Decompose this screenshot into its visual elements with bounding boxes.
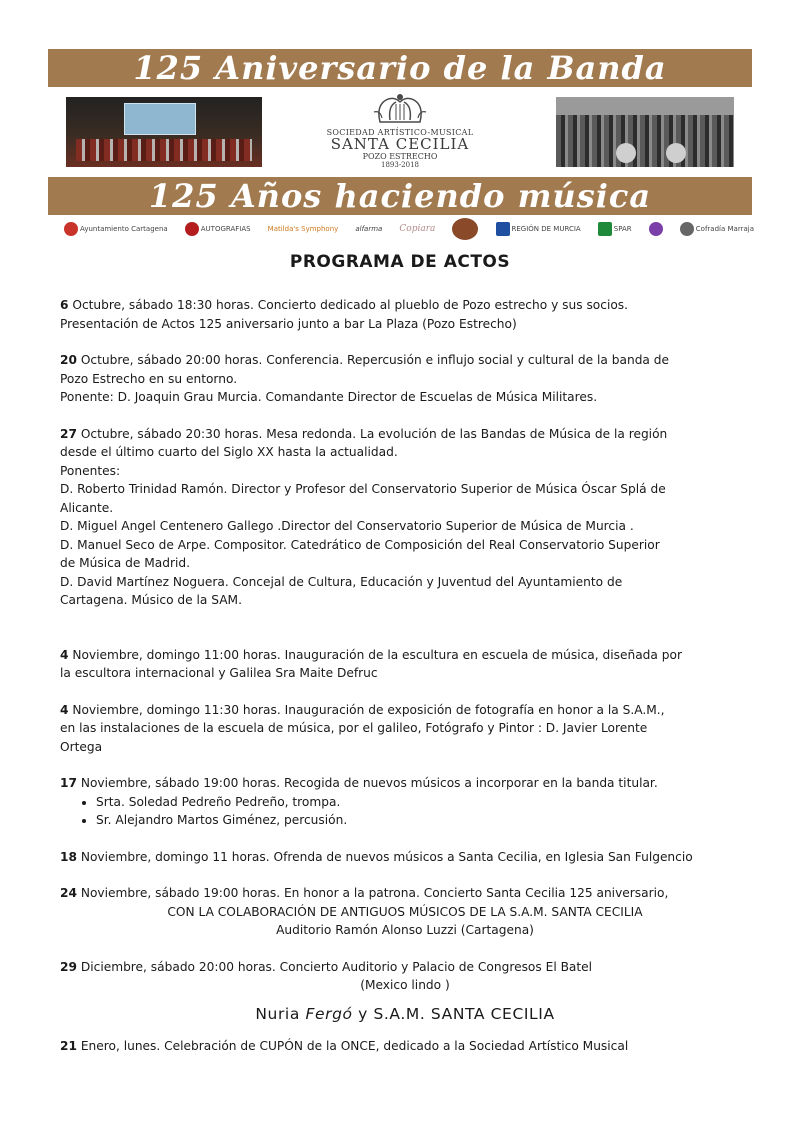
sponsor-logo: Copiara (399, 224, 436, 234)
event-6: 17 Noviembre, sábado 19:00 horas. Recogida de nuevos músicos a incorporar en la banda titular. (60, 776, 658, 790)
sponsor-logo: Ayuntamiento Cartagena (64, 222, 168, 236)
lyre-crest-icon (372, 92, 428, 128)
sponsor-logo: REGIÓN DE MURCIA (496, 222, 581, 236)
new-musicians-list (60, 793, 750, 830)
list-item: • Sr. Alejandro Martos Giménez, percusión. (96, 811, 750, 830)
sponsor-logo: SPAR (598, 222, 632, 236)
banner-anniversary: 125 Aniversario de la Banda (48, 49, 752, 87)
event-8: 24 Noviembre, sábado 19:00 horas. En honor a la patrona. Concierto Santa Cecilia 125 aniversario, (60, 886, 669, 900)
event-1: 6 Octubre, sábado 18:30 horas. Concierto dedicado al plueblo de Pozo estrecho y sus socios. (60, 298, 629, 312)
logo-line-4: 1893-2018 (381, 161, 419, 169)
logo-line-2: SANTA CECILIA (330, 135, 470, 153)
event-9: 29 Diciembre, sábado 20:00 horas. Concierto Auditorio y Palacio de Congresos El Batel (60, 959, 593, 974)
sponsor-logos (64, 216, 754, 242)
page-title: PROGRAMA DE ACTOS (289, 252, 511, 272)
society-logo (300, 92, 500, 172)
event-5: 4 Noviembre, domingo 11:30 horas. Inauguración de exposición de fotografía en honor a la S.A.M., (60, 702, 665, 717)
event-10: 21 Enero, lunes. Celebración de CUPÓN de la ONCE, dedicado a la Sociedad Artístico Musical (60, 1038, 629, 1053)
concert-photo (66, 97, 262, 167)
sponsor-logo (649, 222, 663, 236)
logo-line-1: SOCIEDAD ARTÍSTICO-MUSICAL (326, 128, 474, 137)
program-list: 6 Octubre, sábado 18:30 horas. Concierto dedicado al plueblo de Pozo estrecho y sus socios. Presentación de Actos 125 aniversario junto a bar La Plaza (Pozo Estrecho) 20 Octubre, sábado 20:00 horas. Conferencia. Repercusión e influjo social y cultural de la banda de Pozo Estrecho en su entorno. Ponente: D. Joaquin Grau Murcia. Comandante Director de Escuelas de Música Militares. 27 Octubre, sábado 20:30 horas. Mesa redonda. La evolución de las Bandas de Música de la región desde el último cuarto del Siglo XX hasta la actualidad. Ponentes: D. Roberto Trinidad Ramón. Director y Profesor del Conservatorio Superior de Música Óscar Splá de Alicante. D. Miguel Angel Centenero Gallego .Director del Conservatorio Superior de Música de Murcia . D. Manuel Seco de Arpe. Compositor. Catedrático de Composición del Real Conservatorio Superior de Música de Madrid. D. David Martínez Noguera. Concejal de Cultura, Educación y Juventud del Ayuntamiento de Cartagena. Músico de la SAM. 4 Noviembre, domingo 11:00 horas. Inauguración de la escultura en escuela de música, diseñada por la escultora internacional y Galilea Sra Maite Defruc 4 Noviembre, domingo 11:30 horas. Inauguración de exposición de fotografía en honor a la S.A.M., en las instalaciones de la escuela de música, por el galileo, Fotógrafo y Pintor : D. Javier Lorente Ortega 17 Noviembre, sábado 19:00 horas. Recogida de nuevos músicos a incorporar en la banda titular. • Srta. Soledad Pedreño Pedreño, trompa. • Sr. Alejandro Martos Giménez, percusión. 18 Noviembre, domingo 11 horas. Ofrenda de nuevos músicos a Santa Cecilia, en Iglesia San Fulgencio 24 Noviembre, sábado 19:00 horas. En honor a la patrona. Concierto Santa Cecilia 125 aniversario, CON LA COLABORACIÓN DE ANTIGUOS MÚSICOS DE LA S.A.M. SANTA CECILIA Auditorio Ramón Alonso Luzzi (Cartagena) 29 Diciembre, sábado 20:00 horas. Concierto Auditorio y Palacio de Congresos El Batel (Mexico lindo ) Nuria Fergó y S.A.M. SANTA CECILIA 21 Enero, lunes. Celebración de CUPÓN de la ONCE, dedicado a la Sociedad Artístico Musical (60, 296, 750, 1055)
event-7: 18 Noviembre, domingo 11 horas. Ofrenda de nuevos músicos a Santa Cecilia, en Iglesia San Fulgencio (60, 849, 693, 864)
sponsor-logo: Cofradía Marraja (680, 222, 754, 236)
featured-artists: Nuria Fergó y S.A.M. SANTA CECILIA (255, 1004, 555, 1023)
event-4: 4 Noviembre, domingo 11:00 horas. Inauguración de la escultura en escuela de música, diseñada por (60, 647, 682, 662)
sponsor-logo: AUTOGRAFIAS (185, 222, 251, 236)
sponsor-logo (452, 218, 478, 240)
sponsor-logo: Matilda's Symphony (267, 225, 339, 233)
sponsor-logo: alfarma (355, 225, 383, 233)
logo-line-3: POZO ESTRECHO (362, 152, 438, 161)
banner-making-music: 125 Años haciendo música (48, 177, 752, 215)
event-3: 27 Octubre, sábado 20:30 horas. Mesa redonda. La evolución de las Bandas de Música de la región (60, 426, 668, 441)
historic-band-photo (556, 97, 734, 167)
event-2: 20 Octubre, sábado 20:00 horas. Conferencia. Repercusión e influjo social y cultural de la banda de (60, 353, 670, 367)
list-item: • Srta. Soledad Pedreño Pedreño, trompa. (96, 793, 750, 812)
